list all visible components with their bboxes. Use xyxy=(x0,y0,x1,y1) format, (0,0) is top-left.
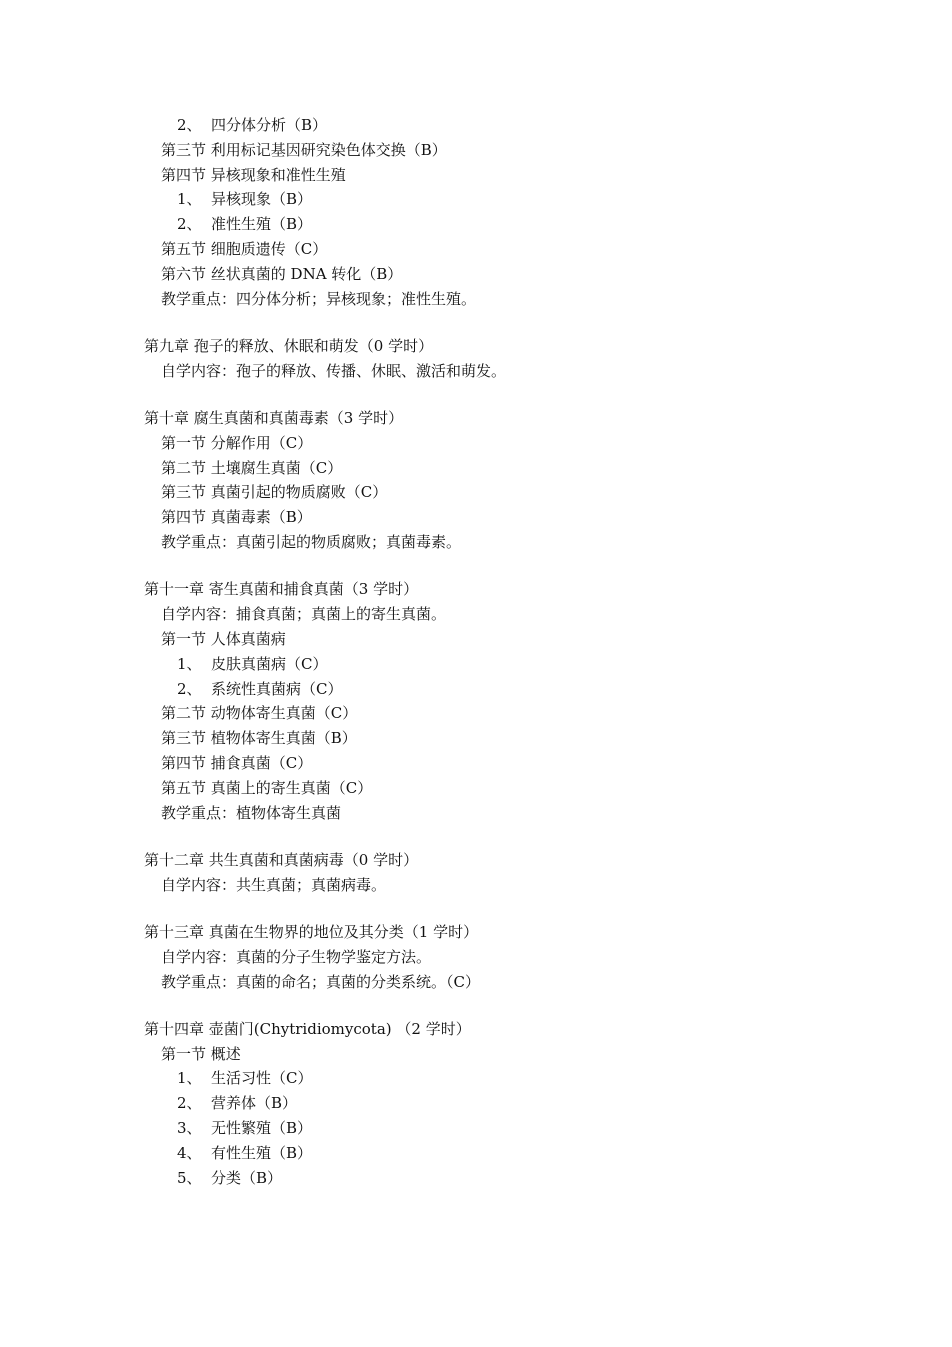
line-text: 第四节 捕食真菌（C） xyxy=(161,753,313,772)
section-line xyxy=(161,431,312,456)
section-line xyxy=(161,873,386,898)
section-line xyxy=(161,530,461,555)
section-line xyxy=(161,776,372,801)
list-item-number: 3、 xyxy=(177,1119,202,1137)
section-line xyxy=(161,359,506,384)
line-text: 第十四章 壶菌门(Chytridiomycota) （2 学时） xyxy=(144,1019,471,1038)
chapter-heading xyxy=(144,848,418,873)
list-item-number: 4、 xyxy=(177,1143,202,1162)
line-text: 准性生殖（B） xyxy=(211,215,313,234)
list-item xyxy=(177,677,342,702)
line-text: 生活习性（C） xyxy=(211,1069,313,1088)
line-text: 教学重点：植物体寄生真菌 xyxy=(161,803,342,822)
line-text: 第九章 孢子的释放、休眠和萌发（0 学时） xyxy=(144,336,434,355)
line-text: 异核现象（B） xyxy=(211,190,313,209)
section-line xyxy=(161,505,312,530)
section-line xyxy=(161,970,480,995)
line-text: 分类（B） xyxy=(211,1168,283,1187)
section-line xyxy=(161,701,357,726)
chapter-heading xyxy=(144,577,418,602)
line-text: 第五节 真菌上的寄生真菌（C） xyxy=(161,778,373,797)
list-item xyxy=(177,1091,297,1116)
line-text: 教学重点：真菌引起的物质腐败；真菌毒素。 xyxy=(161,533,462,551)
line-text: 第一节 概述 xyxy=(161,1044,241,1063)
line-text: 第三节 植物体寄生真菌（B） xyxy=(161,729,357,748)
section-line xyxy=(161,726,357,751)
section-line xyxy=(161,801,341,826)
line-text: 第三节 利用标记基因研究染色体交换（B） xyxy=(161,140,447,159)
list-item xyxy=(177,1066,312,1091)
list-item xyxy=(177,652,327,677)
line-text: 第六节 丝状真菌的 DNA 转化（B） xyxy=(161,264,403,283)
list-item xyxy=(177,1141,312,1166)
list-item-number: 1、 xyxy=(177,1069,202,1088)
section-line xyxy=(161,138,447,163)
chapter-heading xyxy=(144,406,403,431)
section-line xyxy=(161,237,327,262)
list-item-number: 2、 xyxy=(177,679,202,698)
line-text: 第四节 异核现象和准性生殖 xyxy=(161,165,346,184)
line-text: 自学内容：孢子的释放、传播、休眠、激活和萌发。 xyxy=(161,361,507,380)
section-line xyxy=(161,602,446,627)
list-item-number: 2、 xyxy=(177,1094,202,1113)
section-line xyxy=(161,287,476,312)
line-text: 第十二章 共生真菌和真菌病毒（0 学时） xyxy=(144,850,419,869)
section-line xyxy=(161,627,286,652)
list-item-number: 2、 xyxy=(177,215,202,234)
line-text: 第十三章 真菌在生物界的地位及其分类（1 学时） xyxy=(144,922,479,941)
section-line xyxy=(161,262,402,287)
line-text: 第二节 土壤腐生真菌（C） xyxy=(161,458,343,477)
line-text: 有性生殖（B） xyxy=(211,1143,313,1162)
line-text: 教学重点：真菌的命名；真菌的分类系统。（C） xyxy=(161,972,480,991)
list-item-number: 5、 xyxy=(177,1168,202,1187)
chapter-heading xyxy=(144,1017,471,1042)
section-line xyxy=(161,480,387,505)
line-text: 第一节 分解作用（C） xyxy=(161,433,313,452)
list-item xyxy=(177,212,312,237)
line-text: 自学内容：共生真菌；真菌病毒。 xyxy=(161,875,387,894)
line-text: 第二节 动物体寄生真菌（C） xyxy=(161,704,358,723)
section-line xyxy=(161,1042,241,1067)
line-text: 皮肤真菌病（C） xyxy=(211,654,328,673)
line-text: 自学内容：捕食真菌；真菌上的寄生真菌。 xyxy=(161,605,447,624)
list-item-number: 1、 xyxy=(177,190,202,209)
line-text: 四分体分析（B） xyxy=(211,116,328,134)
line-text: 无性繁殖（B） xyxy=(211,1119,313,1137)
list-item xyxy=(177,1116,312,1141)
line-text: 教学重点：四分体分析；异核现象；准性生殖。 xyxy=(161,289,477,308)
list-item xyxy=(177,187,312,212)
list-item xyxy=(177,1166,282,1191)
list-item-number: 2、 xyxy=(177,116,202,134)
line-text: 第十一章 寄生真菌和捕食真菌（3 学时） xyxy=(144,580,419,599)
section-line xyxy=(161,456,342,481)
line-text: 第三节 真菌引起的物质腐败（C） xyxy=(161,483,388,502)
line-text: 营养体（B） xyxy=(211,1094,298,1113)
line-text: 第四节 真菌毒素（B） xyxy=(161,508,312,527)
chapter-heading xyxy=(144,334,433,359)
line-text: 系统性真菌病（C） xyxy=(211,679,343,698)
section-line xyxy=(161,163,346,188)
line-text: 第一节 人体真菌病 xyxy=(161,629,286,648)
line-text: 自学内容：真菌的分子生物学鉴定方法。 xyxy=(161,947,432,966)
section-line xyxy=(161,751,312,776)
chapter-heading xyxy=(144,920,478,945)
section-line xyxy=(161,945,431,970)
list-item-number: 1、 xyxy=(177,654,202,673)
line-text: 第十章 腐生真菌和真菌毒素（3 学时） xyxy=(144,409,404,427)
line-text: 第五节 细胞质遗传（C） xyxy=(161,240,328,258)
list-item xyxy=(177,113,327,138)
